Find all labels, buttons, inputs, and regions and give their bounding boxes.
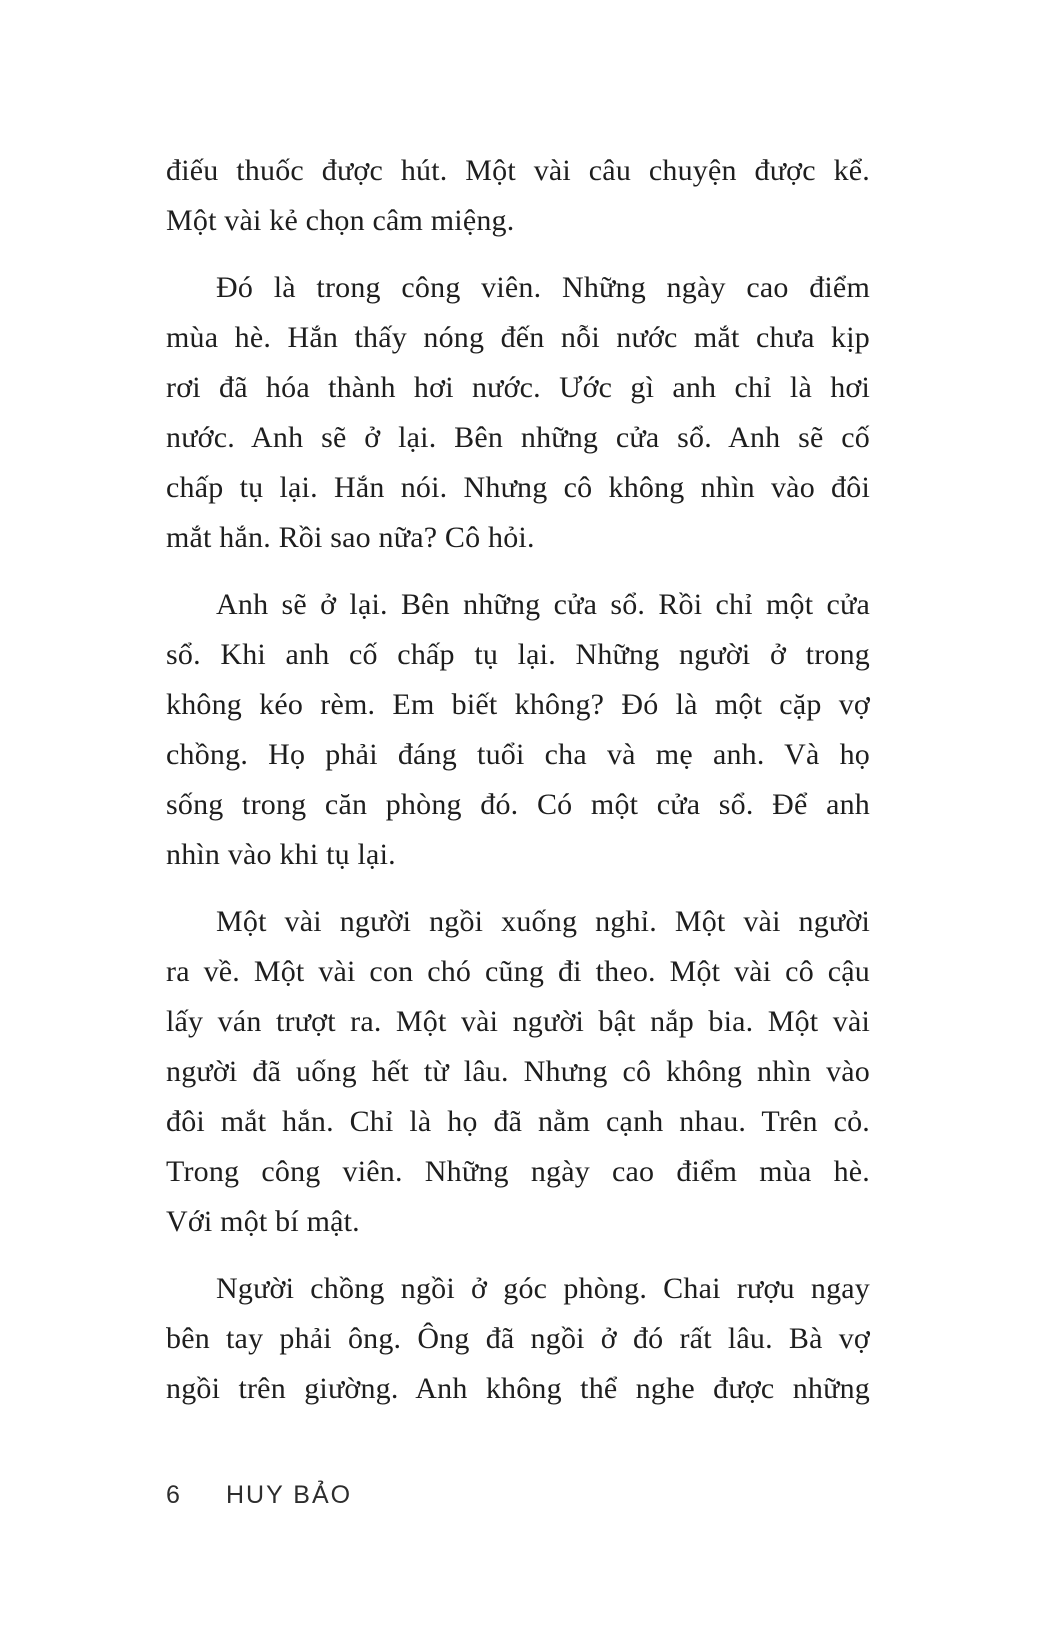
text-line: nước. Anh sẽ ở lại. Bên những cửa sổ. Anh sẽ cố (166, 421, 870, 454)
text-line: đôi mắt hắn. Chỉ là họ đã nằm cạnh nhau. Trên cỏ. (166, 1105, 870, 1138)
text-block (166, 146, 870, 1431)
text-line: mùa hè. Hắn thấy nóng đến nỗi nước mắt chưa kịp (166, 321, 870, 354)
text-line: Trong công viên. Những ngày cao điểm mùa hè. (166, 1155, 870, 1188)
paragraph (166, 580, 870, 880)
text-line: chồng. Họ phải đáng tuổi cha và mẹ anh. Và họ (166, 738, 870, 771)
text-line: Một vài người ngồi xuống nghỉ. Một vài người (216, 905, 870, 938)
page-number: 6 (166, 1481, 182, 1509)
paragraph (166, 1264, 870, 1414)
page-footer (166, 1481, 352, 1510)
text-line: sống trong căn phòng đó. Có một cửa sổ. Để anh (166, 788, 870, 821)
text-line: chấp tụ lại. Hắn nói. Nhưng cô không nhìn vào đôi (166, 471, 870, 504)
paragraph (166, 897, 870, 1247)
text-line: không kéo rèm. Em biết không? Đó là một cặp vợ (166, 688, 870, 721)
text-line: Người chồng ngồi ở góc phòng. Chai rượu ngay (216, 1272, 870, 1305)
text-line: người đã uống hết từ lâu. Nhưng cô không nhìn vào (166, 1055, 870, 1088)
text-line: lấy ván trượt ra. Một vài người bật nắp bia. Một vài (166, 1005, 870, 1038)
text-line: sổ. Khi anh cố chấp tụ lại. Những người ở trong (166, 638, 870, 671)
text-line: bên tay phải ông. Ông đã ngồi ở đó rất lâu. Bà vợ (166, 1322, 870, 1355)
paragraph (166, 146, 870, 246)
paragraph (166, 263, 870, 563)
text-line: ra về. Một vài con chó cũng đi theo. Một vài cô cậu (166, 955, 870, 988)
text-line: Một vài kẻ chọn câm miệng. (166, 204, 515, 237)
running-footer-author: HUY BẢO (226, 1481, 353, 1509)
text-line: nhìn vào khi tụ lại. (166, 838, 396, 871)
text-line: Đó là trong công viên. Những ngày cao điểm (216, 271, 870, 304)
text-line: ngồi trên giường. Anh không thể nghe được những (166, 1372, 870, 1405)
text-line: rơi đã hóa thành hơi nước. Ước gì anh chỉ là hơi (166, 371, 870, 404)
text-line: điếu thuốc được hút. Một vài câu chuyện được kể. (166, 154, 870, 187)
text-line: Anh sẽ ở lại. Bên những cửa sổ. Rồi chỉ một cửa (216, 588, 870, 621)
text-line: mắt hắn. Rồi sao nữa? Cô hỏi. (166, 521, 535, 554)
text-line: Với một bí mật. (166, 1205, 360, 1238)
